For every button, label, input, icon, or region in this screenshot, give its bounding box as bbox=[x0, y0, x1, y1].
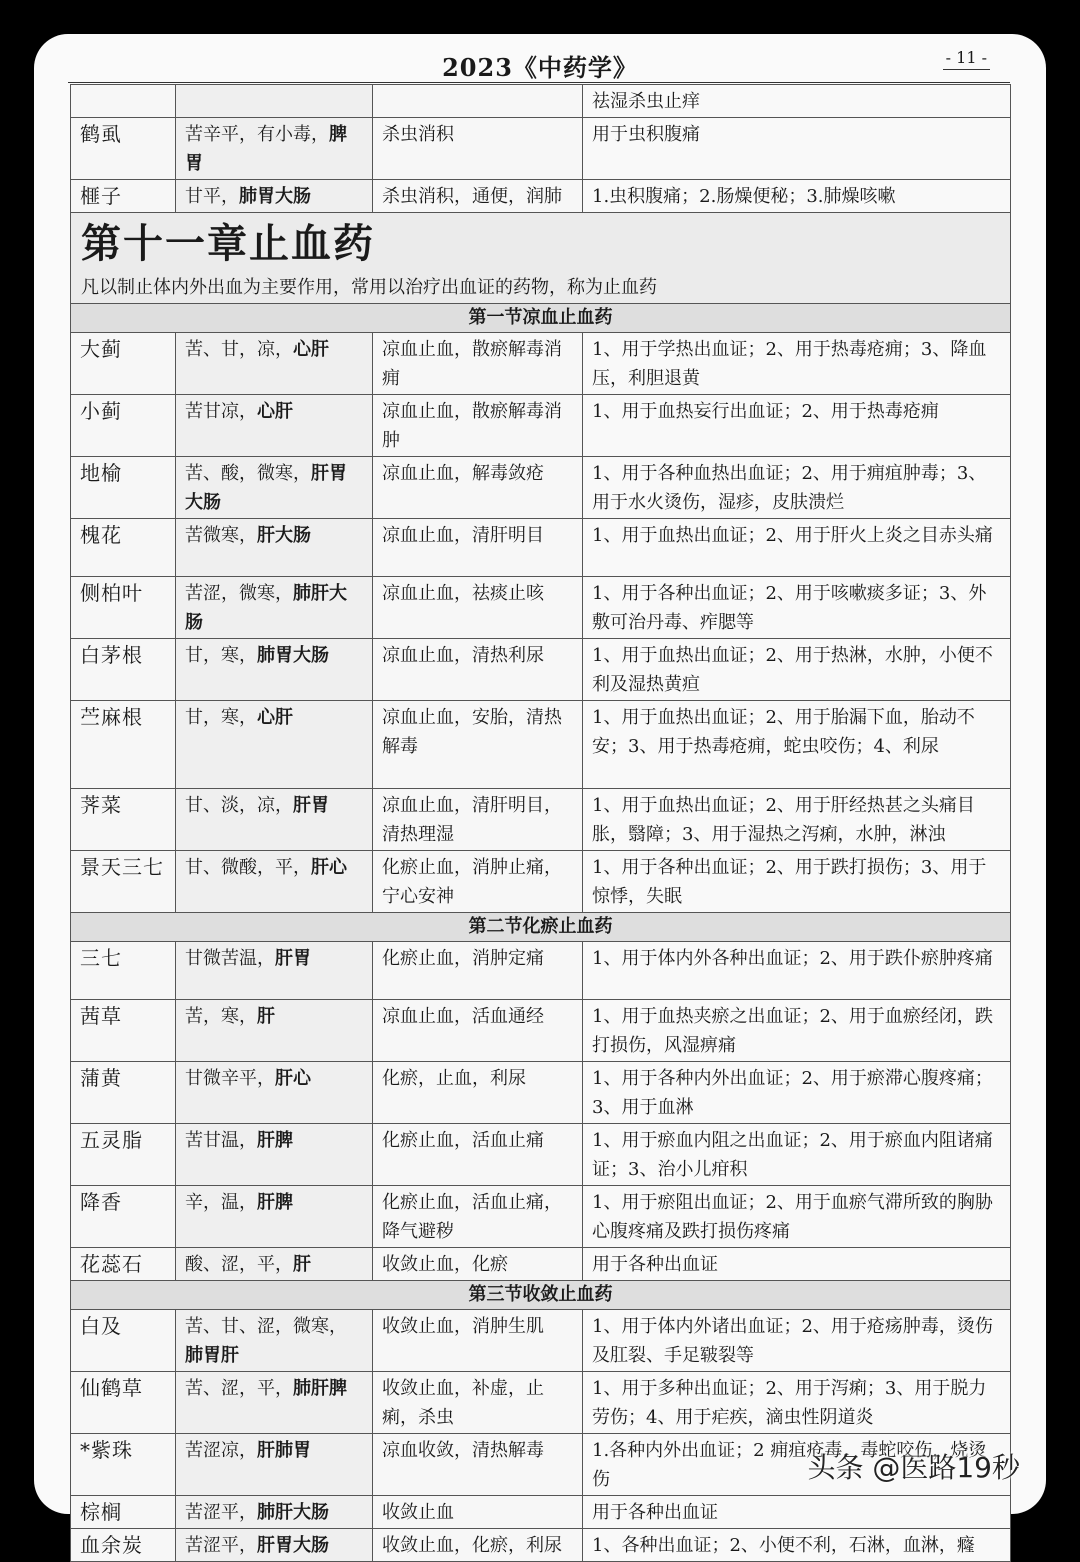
nature-taste: 苦、酸，微寒， bbox=[185, 463, 311, 484]
nature-taste: 苦甘凉， bbox=[185, 401, 257, 422]
effect: 杀虫消积，通便，润肺 bbox=[373, 180, 583, 213]
herb-name: 花蕊石 bbox=[71, 1248, 176, 1281]
table-row bbox=[71, 457, 1011, 519]
meridian: 肺肝大肠 bbox=[185, 583, 347, 633]
effect bbox=[373, 85, 583, 118]
meridian: 肝胃 bbox=[293, 795, 329, 816]
meridian: 肝胃大肠 bbox=[185, 463, 347, 513]
effect: 凉血止血，散瘀解毒消肿 bbox=[373, 395, 583, 457]
nature-meridian-cell bbox=[176, 639, 373, 701]
effect: 凉血止血，活血通经 bbox=[373, 1000, 583, 1062]
header-rule bbox=[68, 82, 1010, 83]
table-row bbox=[71, 851, 1011, 913]
nature-taste: 苦涩凉， bbox=[185, 1440, 257, 1461]
nature-meridian-cell bbox=[176, 519, 373, 577]
document-page bbox=[34, 34, 1046, 1557]
herb-name: 侧柏叶 bbox=[71, 577, 176, 639]
table-row bbox=[71, 1000, 1011, 1062]
nature-meridian-cell bbox=[176, 789, 373, 851]
application: 1、各种出血证；2、小便不利，石淋，血淋，癃 bbox=[583, 1529, 1011, 1562]
nature-meridian-cell bbox=[176, 1000, 373, 1062]
herb-name bbox=[71, 85, 176, 118]
nature-taste: 苦、涩，平， bbox=[185, 1378, 293, 1399]
meridian: 肺胃大肠 bbox=[239, 186, 311, 207]
herb-name: 荠菜 bbox=[71, 789, 176, 851]
meridian: 肝肺胃 bbox=[257, 1440, 311, 1461]
nature-taste: 苦，寒， bbox=[185, 1006, 257, 1027]
table-row bbox=[71, 577, 1011, 639]
nature-meridian-cell bbox=[176, 85, 373, 118]
nature-taste: 苦涩，微寒， bbox=[185, 583, 293, 604]
application: 1、用于血热出血证；2、用于肝火上炎之目赤头痛 bbox=[583, 519, 1011, 577]
herb-table bbox=[70, 84, 1011, 1562]
application: 1、用于体内外各种出血证；2、用于跌仆瘀肿疼痛 bbox=[583, 942, 1011, 1000]
meridian: 脾胃 bbox=[185, 124, 347, 174]
effect: 收敛止血，消肿生肌 bbox=[373, 1310, 583, 1372]
nature-meridian-cell bbox=[176, 1372, 373, 1434]
nature-meridian-cell bbox=[176, 1124, 373, 1186]
herb-name: 五灵脂 bbox=[71, 1124, 176, 1186]
meridian: 心肝 bbox=[293, 339, 329, 360]
application: 1、用于各种出血证；2、用于跌打损伤；3、用于惊悸，失眠 bbox=[583, 851, 1011, 913]
effect: 凉血止血，清肝明目 bbox=[373, 519, 583, 577]
herb-name: 蒲黄 bbox=[71, 1062, 176, 1124]
application: 1.各种内外出血证；2 痈疽疮毒，毒蛇咬伤，烧烫伤 bbox=[583, 1434, 1011, 1496]
effect: 杀虫消积 bbox=[373, 118, 583, 180]
nature-meridian-cell bbox=[176, 942, 373, 1000]
table-row bbox=[71, 1248, 1011, 1281]
meridian: 肝胃 bbox=[275, 948, 311, 969]
effect: 化瘀止血，活血止痛 bbox=[373, 1124, 583, 1186]
nature-meridian-cell bbox=[176, 1248, 373, 1281]
nature-taste: 苦、甘、涩，微寒， bbox=[185, 1316, 347, 1337]
application: 1、用于血热出血证；2、用于热淋，水肿，小便不利及湿热黄疸 bbox=[583, 639, 1011, 701]
nature-taste: 甘、微酸，平， bbox=[185, 857, 311, 878]
nature-meridian-cell bbox=[176, 1186, 373, 1248]
effect: 凉血止血，清肝明目，清热理湿 bbox=[373, 789, 583, 851]
herb-name: 白及 bbox=[71, 1310, 176, 1372]
effect: 收敛止血 bbox=[373, 1496, 583, 1529]
effect: 化瘀止血，消肿止痛，宁心安神 bbox=[373, 851, 583, 913]
herb-name: 苎麻根 bbox=[71, 701, 176, 789]
herb-name: 地榆 bbox=[71, 457, 176, 519]
application: 祛湿杀虫止痒 bbox=[583, 85, 1011, 118]
table-row bbox=[71, 1372, 1011, 1434]
effect: 化瘀止血，活血止痛，降气避秽 bbox=[373, 1186, 583, 1248]
nature-taste: 甘、淡，凉， bbox=[185, 795, 293, 816]
section-header bbox=[71, 913, 1011, 942]
meridian: 肺胃大肠 bbox=[257, 645, 329, 666]
meridian: 肝胃大肠 bbox=[257, 1535, 329, 1556]
chapter-cell bbox=[71, 213, 1011, 304]
nature-taste: 苦甘温， bbox=[185, 1130, 257, 1151]
table-row bbox=[71, 1062, 1011, 1124]
table-row bbox=[71, 333, 1011, 395]
herb-name: 三七 bbox=[71, 942, 176, 1000]
application: 1、用于体内外诸出血证；2、用于疮疡肿毒，烫伤及肛裂、手足皲裂等 bbox=[583, 1310, 1011, 1372]
application: 1、用于各种出血证；2、用于咳嗽痰多证；3、外敷可治丹毒、痄腮等 bbox=[583, 577, 1011, 639]
watermark-text: 头条 @医路19秒 bbox=[807, 1451, 1020, 1484]
application: 用于虫积腹痛 bbox=[583, 118, 1011, 180]
nature-taste: 甘微苦温， bbox=[185, 948, 275, 969]
herb-name: 白茅根 bbox=[71, 639, 176, 701]
application: 1、用于瘀阻出血证；2、用于血瘀气滞所致的胸胁心腹疼痛及跌打损伤疼痛 bbox=[583, 1186, 1011, 1248]
application: 1、用于各种内外出血证；2、用于瘀滞心腹疼痛；3、用于血淋 bbox=[583, 1062, 1011, 1124]
nature-taste: 甘，寒， bbox=[185, 707, 257, 728]
nature-meridian-cell bbox=[176, 180, 373, 213]
application: 1、用于各种血热出血证；2、用于痈疽肿毒；3、用于水火烫伤，湿疹，皮肤溃烂 bbox=[583, 457, 1011, 519]
nature-taste: 酸、涩，平， bbox=[185, 1254, 293, 1275]
page-header bbox=[34, 34, 1046, 84]
nature-taste: 苦微寒， bbox=[185, 525, 257, 546]
effect: 凉血止血，祛痰止咳 bbox=[373, 577, 583, 639]
chapter-description: 凡以制止体内外出血为主要作用，常用以治疗出血证的药物，称为止血药 bbox=[81, 277, 657, 298]
meridian: 肝心 bbox=[311, 857, 347, 878]
table-row bbox=[71, 639, 1011, 701]
herb-name: 小蓟 bbox=[71, 395, 176, 457]
meridian: 肝 bbox=[293, 1254, 311, 1275]
nature-taste: 甘微辛平， bbox=[185, 1068, 275, 1089]
table-row bbox=[71, 701, 1011, 789]
section-header bbox=[71, 304, 1011, 333]
nature-meridian-cell bbox=[176, 395, 373, 457]
meridian: 肺肝大肠 bbox=[257, 1502, 329, 1523]
table-row bbox=[71, 395, 1011, 457]
meridian: 肝 bbox=[257, 1006, 275, 1027]
application: 1、用于血热妄行出血证；2、用于热毒疮痈 bbox=[583, 395, 1011, 457]
table-row bbox=[71, 118, 1011, 180]
application: 1、用于血热出血证；2、用于肝经热甚之头痛目胀，翳障；3、用于湿热之泻痢，水肿，淋浊 bbox=[583, 789, 1011, 851]
application: 用于各种出血证 bbox=[583, 1248, 1011, 1281]
section-header bbox=[71, 1281, 1011, 1310]
table-row bbox=[71, 1529, 1011, 1562]
meridian: 肝心 bbox=[275, 1068, 311, 1089]
nature-taste: 苦、甘，凉， bbox=[185, 339, 293, 360]
page-number: - 11 - bbox=[943, 48, 990, 70]
table-row bbox=[71, 1124, 1011, 1186]
nature-meridian-cell bbox=[176, 118, 373, 180]
section-title: 第二节化瘀止血药 bbox=[71, 913, 1011, 942]
chapter-title: 第十一章止血药 bbox=[81, 220, 375, 267]
meridian: 心肝 bbox=[257, 401, 293, 422]
table-row bbox=[71, 519, 1011, 577]
nature-taste: 苦涩平， bbox=[185, 1502, 257, 1523]
effect: 凉血止血，散瘀解毒消痈 bbox=[373, 333, 583, 395]
section-title: 第三节收敛止血药 bbox=[71, 1281, 1011, 1310]
nature-meridian-cell bbox=[176, 457, 373, 519]
effect: 凉血止血，解毒敛疮 bbox=[373, 457, 583, 519]
nature-meridian-cell bbox=[176, 577, 373, 639]
application: 1.虫积腹痛；2.肠燥便秘；3.肺燥咳嗽 bbox=[583, 180, 1011, 213]
effect: 收敛止血，补虚，止痢，杀虫 bbox=[373, 1372, 583, 1434]
effect: 化瘀止血，消肿定痛 bbox=[373, 942, 583, 1000]
effect: 化瘀，止血，利尿 bbox=[373, 1062, 583, 1124]
table-row bbox=[71, 1310, 1011, 1372]
meridian: 肝脾 bbox=[257, 1192, 293, 1213]
meridian: 肺胃肝 bbox=[185, 1345, 239, 1366]
effect: 收敛止血，化瘀，利尿 bbox=[373, 1529, 583, 1562]
nature-taste: 甘，寒， bbox=[185, 645, 257, 666]
herb-name: 榧子 bbox=[71, 180, 176, 213]
meridian: 肝脾 bbox=[257, 1130, 293, 1151]
herb-name: 景天三七 bbox=[71, 851, 176, 913]
effect: 凉血止血，安胎，清热解毒 bbox=[373, 701, 583, 789]
effect: 凉血止血，清热利尿 bbox=[373, 639, 583, 701]
page-title: 2023《中药学》 bbox=[442, 53, 638, 82]
nature-meridian-cell bbox=[176, 1310, 373, 1372]
herb-name: 棕榈 bbox=[71, 1496, 176, 1529]
nature-taste: 辛，温， bbox=[185, 1192, 257, 1213]
meridian: 肺肝脾 bbox=[293, 1378, 347, 1399]
herb-name: 槐花 bbox=[71, 519, 176, 577]
nature-meridian-cell bbox=[176, 1434, 373, 1496]
nature-meridian-cell bbox=[176, 851, 373, 913]
chapter-header bbox=[71, 213, 1011, 304]
table-row bbox=[71, 942, 1011, 1000]
application: 1、用于血热出血证；2、用于胎漏下血，胎动不安；3、用于热毒疮痈，蛇虫咬伤；4、利尿 bbox=[583, 701, 1011, 789]
herb-name: 仙鹤草 bbox=[71, 1372, 176, 1434]
herb-name: 大蓟 bbox=[71, 333, 176, 395]
meridian: 肝大肠 bbox=[257, 525, 311, 546]
herb-name: 鹤虱 bbox=[71, 118, 176, 180]
nature-meridian-cell bbox=[176, 1529, 373, 1562]
herb-name: 茜草 bbox=[71, 1000, 176, 1062]
nature-taste: 苦涩平， bbox=[185, 1535, 257, 1556]
section-title: 第一节凉血止血药 bbox=[71, 304, 1011, 333]
table-row bbox=[71, 180, 1011, 213]
nature-meridian-cell bbox=[176, 1496, 373, 1529]
meridian: 心肝 bbox=[257, 707, 293, 728]
herb-name: 血余炭 bbox=[71, 1529, 176, 1562]
nature-taste: 苦辛平，有小毒， bbox=[185, 124, 329, 145]
application: 1、用于学热出血证；2、用于热毒疮痈；3、降血压，利胆退黄 bbox=[583, 333, 1011, 395]
table-row bbox=[71, 1186, 1011, 1248]
application: 1、用于多种出血证；2、用于泻痢；3、用于脱力劳伤；4、用于疟疾，滴虫性阴道炎 bbox=[583, 1372, 1011, 1434]
herb-name: 降香 bbox=[71, 1186, 176, 1248]
table-row bbox=[71, 85, 1011, 118]
nature-meridian-cell bbox=[176, 333, 373, 395]
nature-meridian-cell bbox=[176, 701, 373, 789]
table-row bbox=[71, 1496, 1011, 1529]
effect: 收敛止血，化瘀 bbox=[373, 1248, 583, 1281]
application: 1、用于瘀血内阻之出血证；2、用于瘀血内阻诸痛证；3、治小儿疳积 bbox=[583, 1124, 1011, 1186]
application: 用于各种出血证 bbox=[583, 1496, 1011, 1529]
application: 1、用于血热夹瘀之出血证；2、用于血瘀经闭，跌打损伤，风湿痹痛 bbox=[583, 1000, 1011, 1062]
herb-name: *紫珠 bbox=[71, 1434, 176, 1496]
table-row bbox=[71, 789, 1011, 851]
nature-meridian-cell bbox=[176, 1062, 373, 1124]
nature-taste: 甘平， bbox=[185, 186, 239, 207]
effect: 凉血收敛，清热解毒 bbox=[373, 1434, 583, 1496]
